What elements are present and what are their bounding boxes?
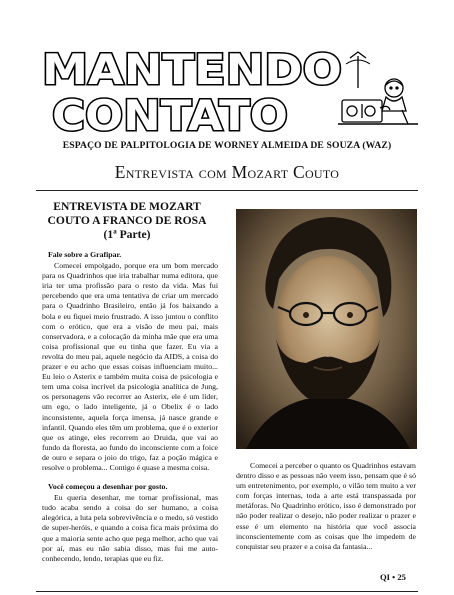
interview-title-line2: COUTO A FRANCO DE ROSA — [47, 214, 207, 227]
question-2: Você começou a desenhar por gosto. — [48, 482, 168, 492]
interview-title-line3: (1ª Parte) — [103, 228, 151, 241]
mozart-couto-photo — [236, 209, 417, 449]
article-headline: Entrevista com Mozart Couto — [114, 162, 340, 182]
radio-operator-illustration — [336, 48, 420, 136]
page-number: QI • 25 — [380, 572, 406, 582]
top-divider — [36, 190, 418, 191]
answer-1-paragraph: Comecei empolgado, porque era um bom mercado para os Quadrinhos que iria trabalhar numa editora, que iria ter uma profissão para o resto da vida. Mas fui percebendo que era uma tentativa de criar um mercado para o Quadrinho Brasileiro, então já fos baixando a bola e eu fiquei meio frustrado. A isso juntou o conflito com o erótico, que era a visão de meu pai, mais conservadora, e a colocação da minha mãe que era uma coisa profissional que eu tinha que fazer. Eu via a revolta do meu pai, aquele negócio da AIDS, a coisa do prazer e eu acho que essas coisas influenciam muito... Eu leio o Asterix e também muita coisa de psicologia e tem uma coisa incrível da psicologia analítica de Jung, os personagens vão recorrer ao Asterix, ele é um líder, um ego, o lado inteligente, já o Obelix é o lado inconsistente, aquela força imensa, já nasce grande e infantil. Quando eles têm um problema, que é o exterior que os atinge, eles recorrem ao Druida, que vai ao fundo da floresta, ao fundo do inconsciente com a foice de ouro e separa o joio do trigo, faz a poção mágica e resolve o problema... Contigo é quase a mesma coisa. — [42, 261, 218, 472]
interview-title — [36, 200, 218, 242]
mantendo-contato-logo — [34, 44, 384, 136]
interview-title-line1: ENTREVISTA DE MOZART — [53, 200, 201, 213]
logo-line1: MANTENDO — [42, 45, 342, 94]
right-text-column — [236, 461, 416, 552]
section-subtitle: ESPAÇO DE PALPITOLOGIA DE WORNEY ALMEIDA DE SOUZA (WAZ) — [62, 140, 392, 151]
answer-1-continued: Comecei a perceber o quanto os Quadrinhos estavam dentro disso e as pessoas não veem isso, pensam que é só um entretenimento, por exemplo, o vilão tem muito a ver com forças internas, toda a arte está transpassada por metáforas. No Quadrinho erótico, isso é demonstrado por não poder realizar o desejo, não poder realizar o prazer e esse é um elemento na história que você associa inconscientemente com as coisas que lhe impedem de conquistar seu prazer e a coisa da fantasia... — [236, 461, 416, 551]
logo-line2: CONTATO — [52, 91, 288, 136]
left-text-column — [42, 250, 218, 564]
answer-2-paragraph: Eu queria desenhar, me tornar profissional, mas tudo acaba sendo a coisa do ser humano, a coisa alegórica, a luta pela sobrevivência e o medo, só vestido de super-heróis, e quando a coisa fica mais próxima do que a maioria sente acho que pega melhor, acho que vai por aí, mas eu não sabia disso, mas fui me auto-conhecendo, lendo, terapias que eu fiz. — [42, 493, 218, 563]
question-1: Fale sobre a Grafipar. — [48, 250, 122, 259]
bottom-divider — [36, 591, 418, 592]
